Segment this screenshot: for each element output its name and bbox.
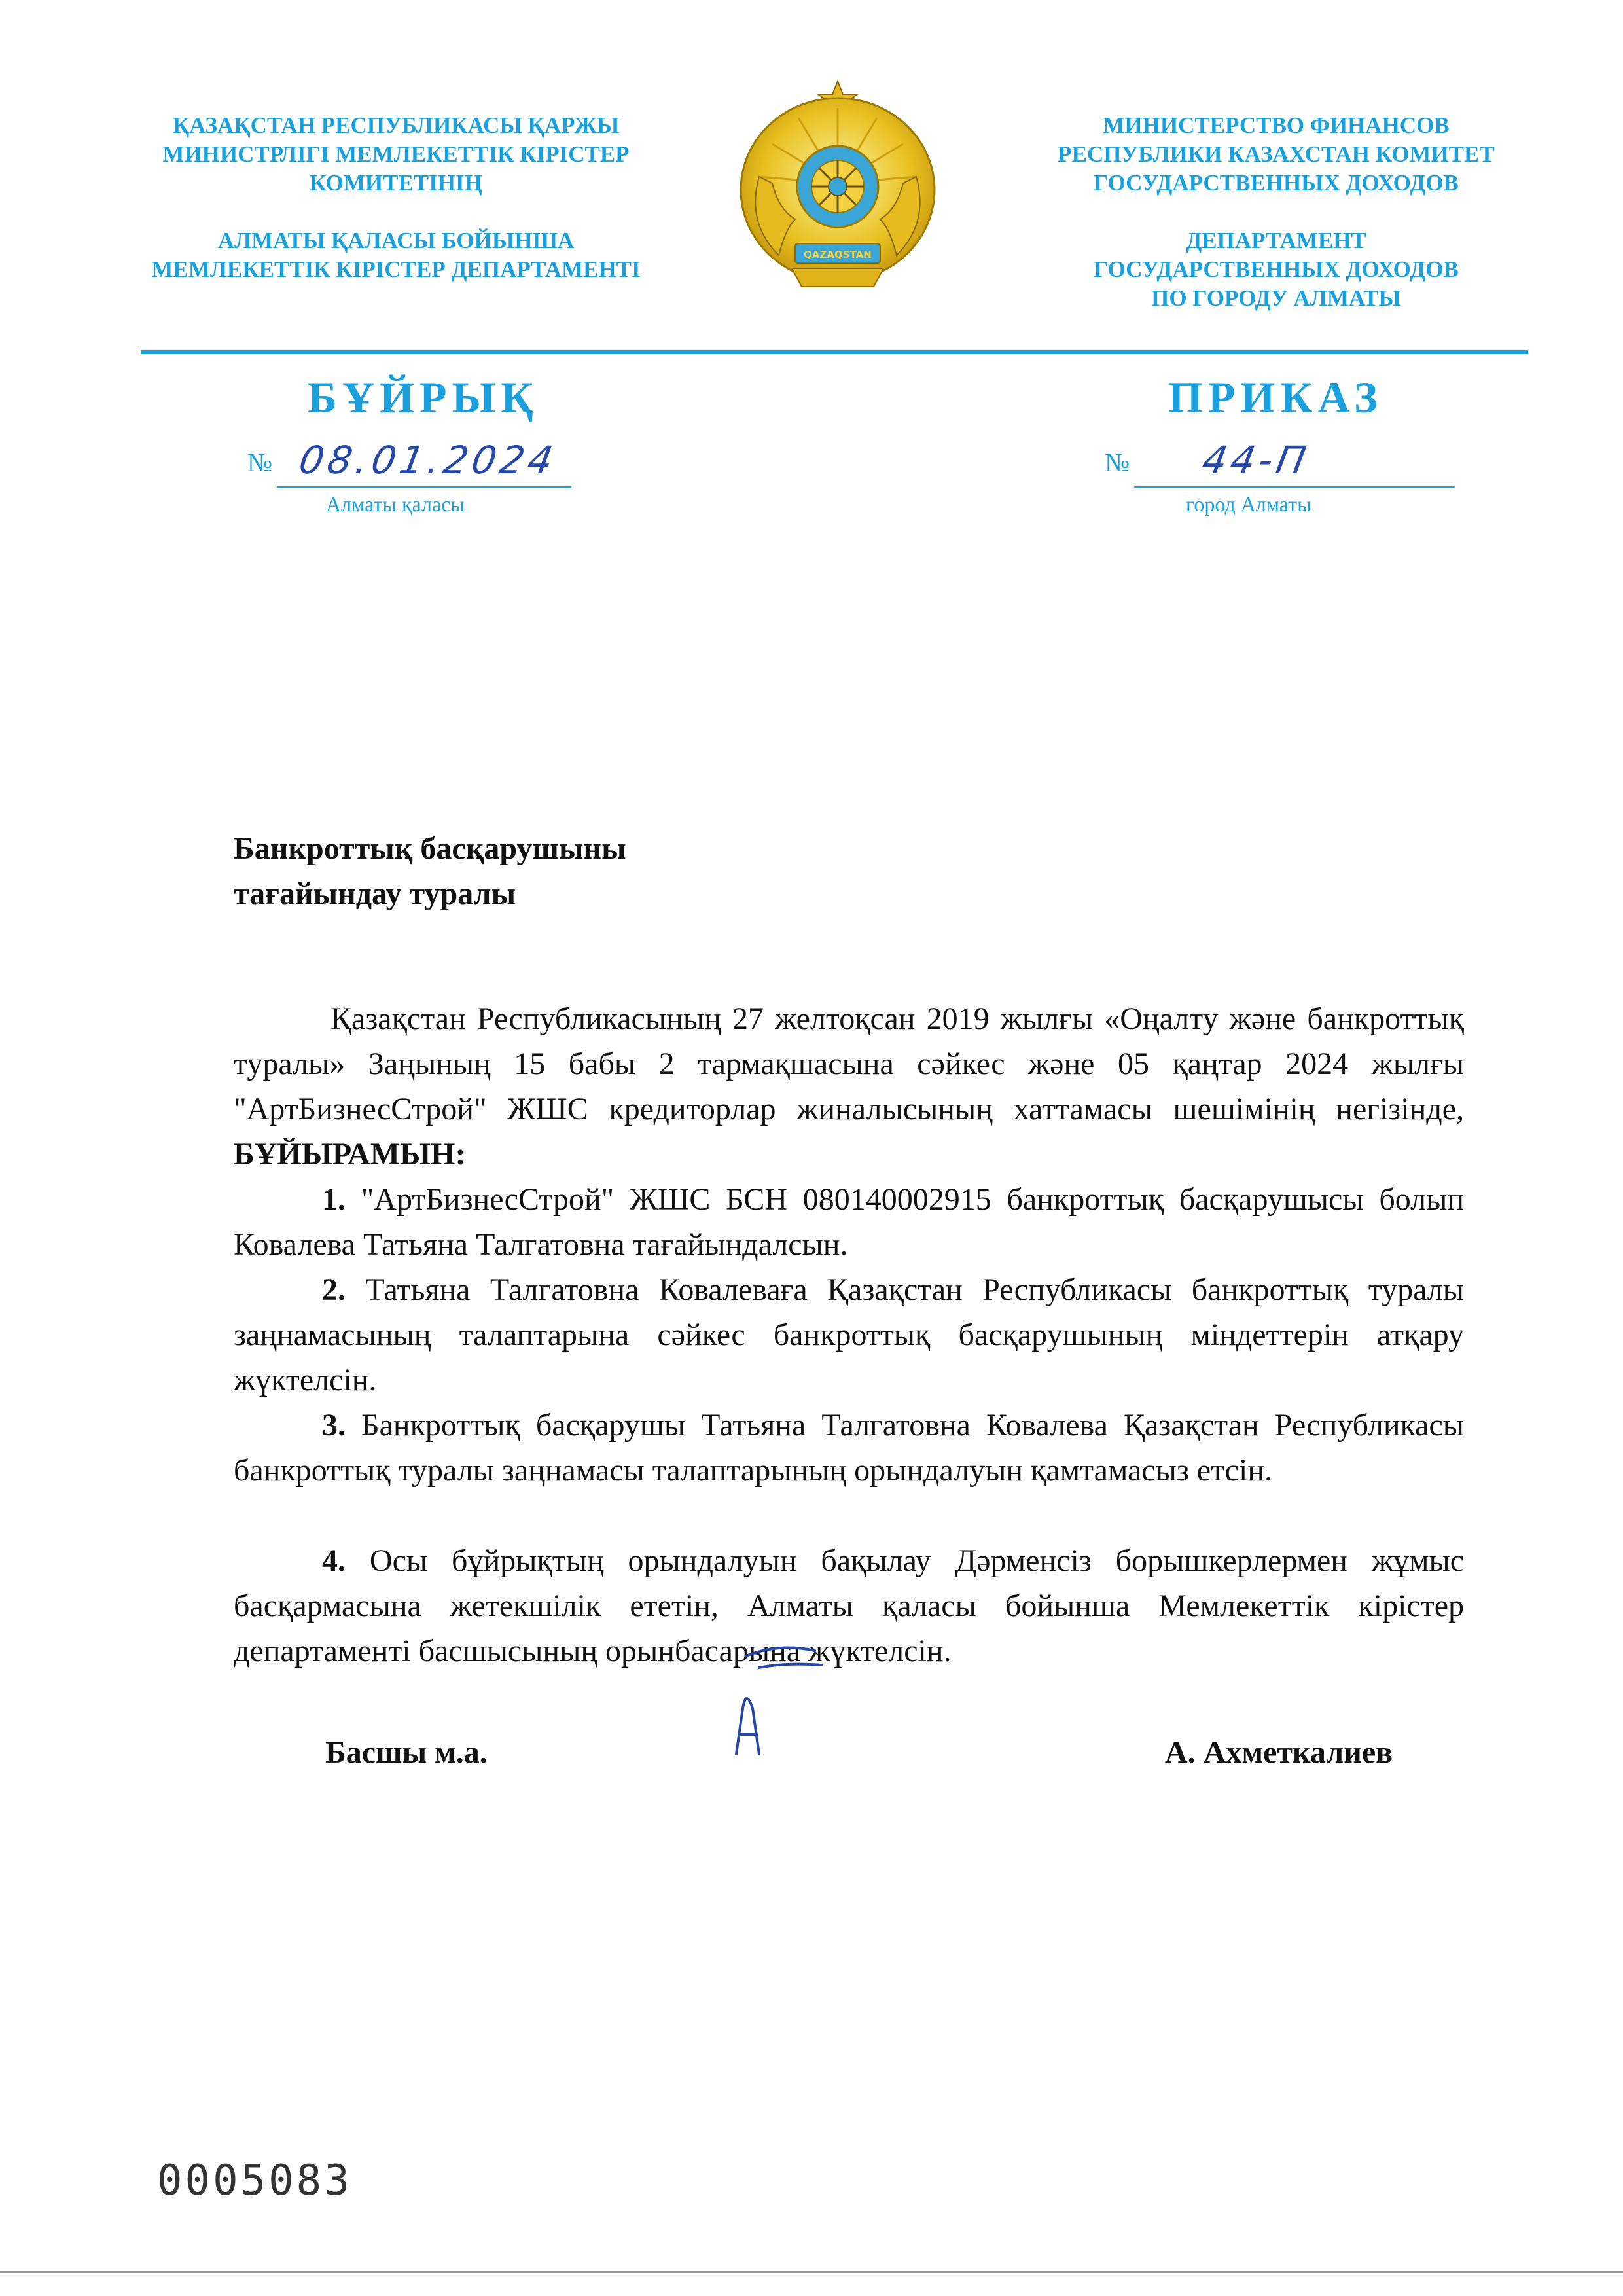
order-item	[234, 1177, 1464, 1267]
order-item	[234, 1538, 1464, 1674]
item-text: Татьяна Талгатовна Ковалеваға Қазақстан Республикасы банкроттық туралы заңнамасының талаптарына сәйкес банкроттық басқарушының міндеттерін атқару жүктелсін.	[234, 1272, 1464, 1397]
header-kk-line: МЕМЛЕКЕТТІК КІРІСТЕР ДЕПАРТАМЕНТІ	[151, 257, 641, 282]
header-ru-line: ДЕПАРТАМЕНТ	[1186, 228, 1366, 253]
header-divider	[141, 350, 1528, 354]
item-number: 2.	[322, 1272, 346, 1307]
header-ru-line: МИНИСТЕРСТВО ФИНАНСОВ	[1103, 113, 1450, 138]
item-text: Банкроттық басқарушы Татьяна Талгатовна Ковалева Қазақстан Республикасы банкроттық туралы заңнамасы талаптарының орындалуын қамтамасыз етсін.	[234, 1408, 1464, 1488]
item-number: 4.	[322, 1543, 346, 1578]
item-text: Осы бұйрықтың орындалуын бақылау Дәрменсіз борышкерлермен жұмыс басқармасына жетекшілік ететін, Алматы қаласы бойынша Мемлекеттік кірістер департаменті басшысының орынбасарына жүктелсін.	[234, 1543, 1464, 1668]
serial-number: 0005083	[157, 2157, 352, 2205]
header-kk-line: МИНИСТРЛІГІ МЕМЛЕКЕТТІК КІРІСТЕР	[162, 141, 630, 167]
preamble-paragraph	[234, 996, 1464, 1177]
kazakhstan-emblem-icon	[733, 79, 942, 291]
fill-line	[277, 486, 571, 488]
handwritten-signature-icon	[707, 1636, 844, 1780]
fill-line	[1134, 486, 1455, 488]
header-ru-line: РЕСПУБЛИКИ КАЗАХСТАН КОМИТЕТ	[1058, 141, 1495, 167]
order-word: БҰЙЫРАМЫН:	[234, 1137, 466, 1172]
header-kk-line: АЛМАТЫ ҚАЛАСЫ БОЙЫНША	[217, 228, 575, 253]
item-number: 1.	[322, 1182, 346, 1217]
header-ru	[1021, 111, 1531, 313]
item-number: 3.	[322, 1408, 346, 1443]
signatory-position: Басшы м.а.	[325, 1735, 488, 1770]
order-item	[234, 1403, 1464, 1493]
preamble-text: Қазақстан Республикасының 27 желтоқсан 2019 жылғы «Оңалту және банкроттық туралы» Заңының 15 бабы 2 тармақшасына сәйкес және 05 қаңтар 2024 жылғы "АртБизнесСтрой" ЖШС кредиторлар жиналысының хаттамасы шешімінің негізінде,	[234, 1001, 1464, 1126]
handwritten-number: 44-П	[1199, 438, 1313, 482]
header-ru-line: ПО ГОРОДУ АЛМАТЫ	[1151, 285, 1401, 311]
header-ru-line: ГОСУДАРСТВЕННЫХ ДОХОДОВ	[1094, 257, 1459, 282]
item-text: "АртБизнесСтрой" ЖШС БСН 080140002915 банкроттық басқарушысы болып Ковалева Татьяна Талгатовна тағайындалсын.	[234, 1182, 1464, 1262]
subject-line: Банкроттық басқарушыны	[234, 831, 626, 866]
header-kk	[134, 111, 658, 284]
order-title-kk: БҰЙРЫҚ	[308, 372, 539, 422]
scan-edge	[0, 2271, 1623, 2273]
number-sign: №	[1105, 448, 1130, 477]
order-item	[234, 1267, 1464, 1403]
number-sign: №	[247, 448, 273, 477]
order-title-ru: ПРИКАЗ	[1168, 372, 1383, 422]
header-kk-line: КОМИТЕТІНІҢ	[310, 170, 482, 196]
header-kk-line: ҚАЗАҚСТАН РЕСПУБЛИКАСЫ ҚАРЖЫ	[172, 113, 620, 138]
order-number-field	[1105, 438, 1432, 488]
header-ru-line: ГОСУДАРСТВЕННЫХ ДОХОДОВ	[1094, 170, 1459, 196]
subject-line: тағайындау туралы	[234, 876, 516, 911]
city-kk: Алматы қаласы	[326, 492, 465, 516]
document-subject	[234, 826, 626, 916]
emblem-text: QAZAQSTAN	[804, 249, 872, 260]
order-date-field	[247, 438, 575, 488]
city-ru: город Алматы	[1186, 492, 1311, 516]
signatory-name: А. Ахметкалиев	[1165, 1735, 1393, 1770]
handwritten-date: 08.01.2024	[296, 438, 561, 482]
